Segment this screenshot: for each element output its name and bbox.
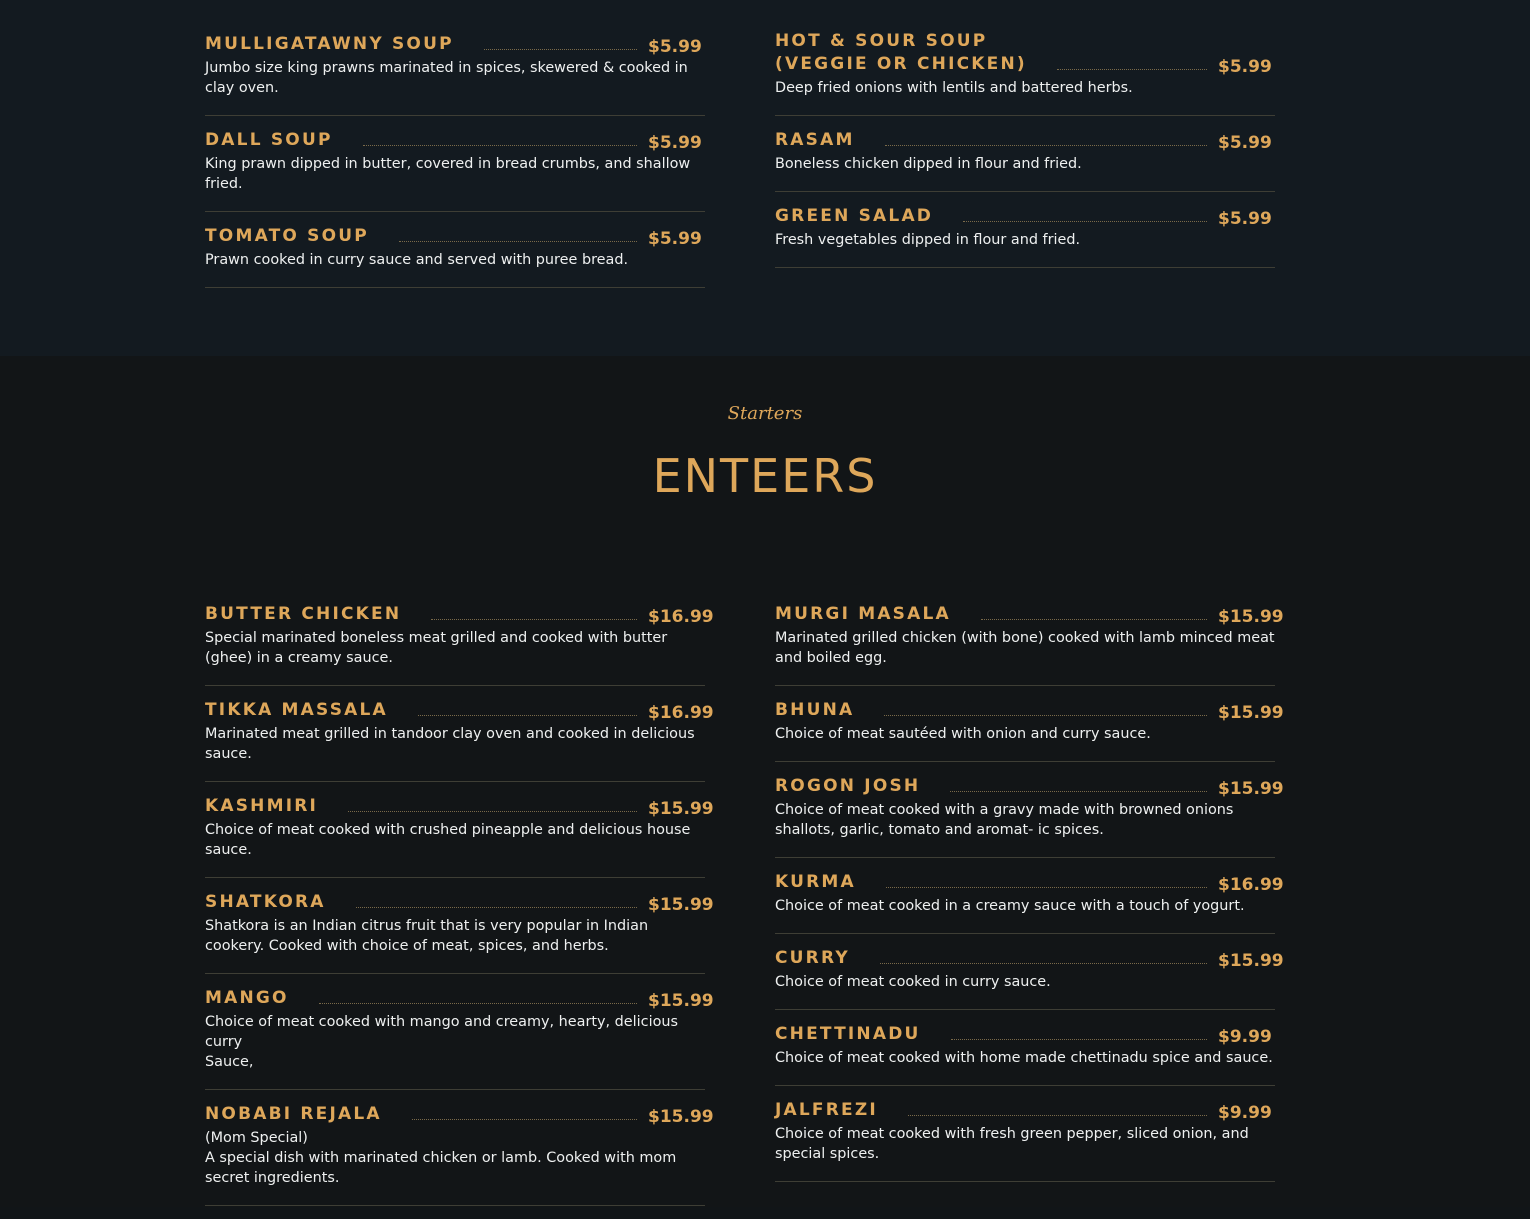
menu-item-description: Choice of meat cooked in a creamy sauce with a touch of yogurt. (775, 898, 1245, 914)
menu-item-description: King prawn dipped in butter, covered in bread crumbs, and shallow fried. (205, 156, 691, 192)
menu-item-header (775, 603, 1284, 627)
menu-item-name: GREEN SALAD (775, 206, 934, 226)
menu-item (775, 30, 1275, 116)
dotted-leader (981, 619, 1207, 620)
soups-right-column (775, 30, 1275, 281)
section-subtitle: Starters (727, 403, 803, 424)
dotted-leader (880, 963, 1207, 964)
menu-item-header (205, 699, 714, 723)
menu-item-description: Choice of meat cooked with mango and creamy, hearty, delicious curry Sauce, (205, 1014, 678, 1070)
menu-item-price: $15.99 (648, 799, 714, 819)
entrees-left-column (205, 603, 714, 1219)
menu-item (775, 947, 1284, 1010)
menu-item-price: $5.99 (1218, 133, 1272, 153)
dotted-leader (319, 1003, 637, 1004)
menu-item-name: CURRY (775, 948, 850, 968)
dotted-leader (1057, 69, 1207, 70)
menu-item-header (205, 891, 714, 915)
menu-item (775, 205, 1275, 268)
menu-item-header (775, 30, 1275, 76)
menu-item (205, 699, 714, 782)
menu-item-header (775, 129, 1275, 152)
menu-item-header (205, 1103, 714, 1127)
menu-item-description: Shatkora is an Indian citrus fruit that is very popular in Indian cookery. Cooked with choice of meat, spices, and herbs. (205, 918, 649, 954)
menu-item-description: Fresh vegetables dipped in flour and fried. (775, 232, 1081, 248)
menu-item-price: $16.99 (648, 703, 714, 723)
menu-item-description: (Mom Special) A special dish with marinated chicken or lamb. Cooked with mom secret ingredients. (205, 1130, 677, 1186)
menu-item (205, 603, 714, 686)
menu-item-name: JALFREZI (775, 1100, 878, 1120)
menu-item-description: Choice of meat cooked with fresh green pepper, sliced onion, and special spices. (775, 1126, 1249, 1162)
menu-item (205, 891, 714, 974)
menu-item-description: Choice of meat cooked with a gravy made with browned onions shallots, garlic, tomato and aromat- ic spices. (775, 802, 1234, 838)
menu-item-header (205, 795, 714, 819)
dotted-leader (963, 221, 1207, 222)
dotted-leader (363, 145, 637, 146)
menu-item-description: Choice of meat cooked in curry sauce. (775, 974, 1051, 990)
menu-item-name: KURMA (775, 872, 856, 892)
menu-item (775, 1023, 1275, 1086)
menu-item-header (775, 1023, 1275, 1046)
dotted-leader (399, 241, 637, 242)
menu-item (205, 129, 705, 212)
menu-item (775, 1099, 1275, 1182)
menu-item-price: $5.99 (648, 133, 702, 153)
menu-item-price: $9.99 (1218, 1103, 1272, 1123)
menu-item-description: Prawn cooked in curry sauce and served with puree bread. (205, 252, 629, 268)
dotted-leader (884, 715, 1207, 716)
menu-item (205, 225, 705, 288)
menu-item-name: HOT & SOUR SOUP (VEGGIE OR CHICKEN) (775, 31, 1027, 74)
dotted-leader (885, 145, 1207, 146)
menu-item-name: BUTTER CHICKEN (205, 604, 402, 624)
menu-item-header (205, 987, 714, 1011)
menu-item-description: Marinated meat grilled in tandoor clay oven and cooked in delicious sauce. (205, 726, 695, 762)
entrees-right-column (775, 603, 1284, 1195)
dotted-leader (356, 907, 637, 908)
dotted-leader (418, 715, 637, 716)
dotted-leader (412, 1119, 637, 1120)
menu-item-name: MURGI MASALA (775, 604, 951, 624)
dotted-leader (348, 811, 637, 812)
dotted-leader (951, 1039, 1207, 1040)
menu-item (205, 987, 714, 1090)
menu-item-header (775, 699, 1284, 723)
menu-item (775, 871, 1284, 934)
menu-item-price: $5.99 (1218, 57, 1272, 77)
menu-item-header (205, 225, 705, 248)
menu-item (775, 699, 1284, 762)
menu-item-name: DALL SOUP (205, 130, 333, 150)
menu-item-price: $16.99 (1218, 875, 1284, 895)
menu-item-price: $5.99 (648, 37, 702, 57)
menu-item-name: MANGO (205, 988, 289, 1008)
soups-left-column (205, 33, 705, 301)
menu-item-header (775, 947, 1284, 971)
menu-item (205, 795, 714, 878)
menu-item-price: $15.99 (1218, 607, 1284, 627)
dotted-leader (908, 1115, 1207, 1116)
section-title: ENTEERS (652, 449, 878, 503)
menu-item-description: Marinated grilled chicken (with bone) cooked with lamb minced meat and boiled egg. (775, 630, 1275, 666)
menu-item-name: KASHMIRI (205, 796, 319, 816)
menu-item-description: Choice of meat cooked with crushed pineapple and delicious house sauce. (205, 822, 691, 858)
menu-item-price: $15.99 (648, 895, 714, 915)
menu-item-header (775, 871, 1284, 895)
menu-item (205, 1103, 714, 1206)
dotted-leader (886, 887, 1207, 888)
menu-item-name: CHETTINADU (775, 1024, 921, 1044)
menu-item-header (775, 1099, 1275, 1122)
menu-item-header (205, 603, 714, 627)
menu-item-price: $15.99 (648, 991, 714, 1011)
dotted-leader (431, 619, 637, 620)
dotted-leader (484, 49, 637, 50)
menu-item (775, 603, 1284, 686)
dotted-leader (950, 791, 1207, 792)
menu-item (775, 129, 1275, 192)
menu-item-name: BHUNA (775, 700, 855, 720)
menu-item-name: RASAM (775, 130, 855, 150)
menu-item-description: Deep fried onions with lentils and battered herbs. (775, 80, 1133, 96)
menu-item-name: ROGON JOSH (775, 776, 921, 796)
menu-item-header (775, 205, 1275, 228)
menu-item-price: $5.99 (648, 229, 702, 249)
menu-item-header (775, 775, 1284, 799)
menu-item-header (205, 129, 705, 152)
menu-item-price: $15.99 (1218, 779, 1284, 799)
menu-item-name: SHATKORA (205, 892, 326, 912)
menu-item-description: Boneless chicken dipped in flour and fried. (775, 156, 1082, 172)
menu-item-price: $9.99 (1218, 1027, 1272, 1047)
menu-item-price: $15.99 (1218, 703, 1284, 723)
menu-item-header (205, 33, 705, 56)
menu-item-name: TOMATO SOUP (205, 226, 369, 246)
menu-item-description: Jumbo size king prawns marinated in spices, skewered & cooked in clay oven. (205, 60, 688, 96)
menu-item (775, 775, 1284, 858)
menu-item-price: $15.99 (1218, 951, 1284, 971)
menu-item-price: $5.99 (1218, 209, 1272, 229)
menu-item-price: $16.99 (648, 607, 714, 627)
menu-item (205, 33, 705, 116)
menu-item-name: MULLIGATAWNY SOUP (205, 34, 454, 54)
menu-item-price: $15.99 (648, 1107, 714, 1127)
menu-item-name: NOBABI REJALA (205, 1104, 382, 1124)
menu-item-description: Choice of meat cooked with home made chettinadu spice and sauce. (775, 1050, 1273, 1066)
menu-item-name: TIKKA MASSALA (205, 700, 388, 720)
menu-item-description: Choice of meat sautéed with onion and curry sauce. (775, 726, 1151, 742)
menu-item-description: Special marinated boneless meat grilled and cooked with butter (ghee) in a creamy sauce. (205, 630, 668, 666)
